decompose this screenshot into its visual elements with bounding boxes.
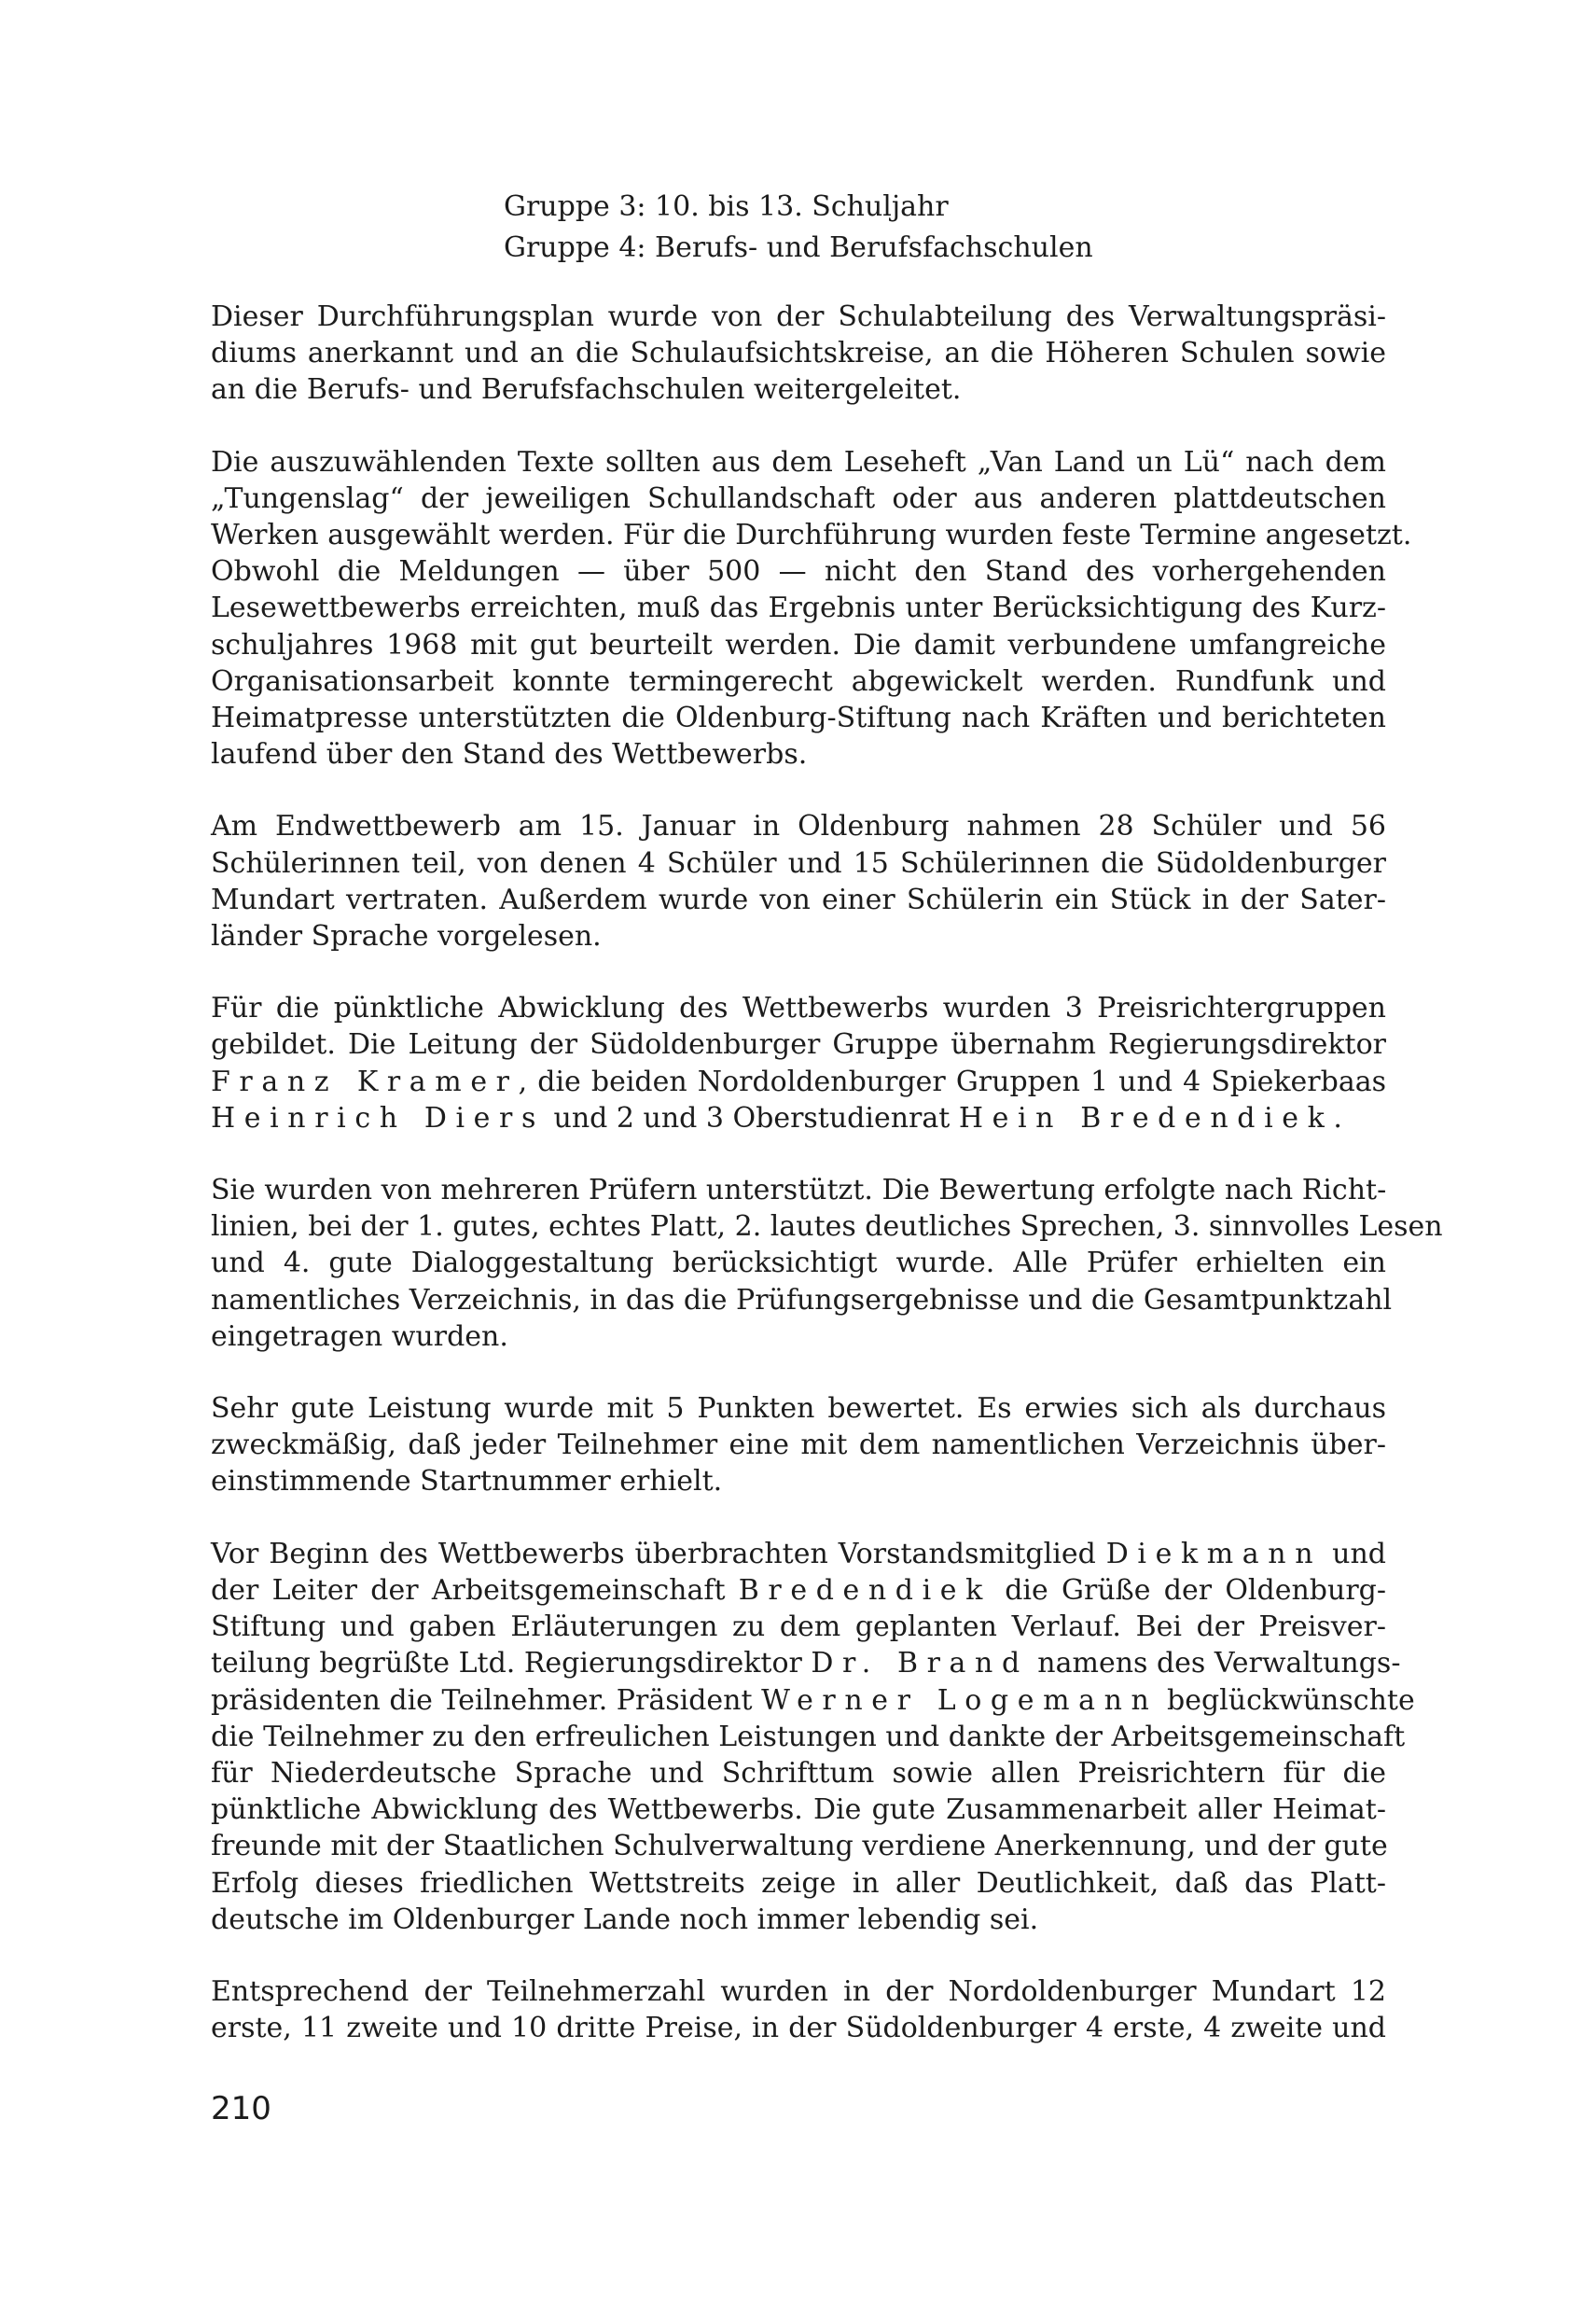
list-item: Gruppe 4: Berufs- und Berufsfachschulen [504, 231, 1093, 264]
person-name: Franz Kramer [211, 1065, 519, 1098]
paragraph [211, 299, 1386, 409]
text-line [211, 1682, 1415, 1719]
text-line: an die Berufs- und Berufsfachschulen weitergeleitet. [211, 373, 962, 407]
person-name: Hein Bredendiek [958, 1101, 1334, 1135]
paragraph [211, 1536, 1415, 1938]
body-text [211, 299, 1443, 2082]
text-line: einstimmende Startnummer erhielt. [211, 1465, 723, 1499]
paragraph [211, 1172, 1443, 1355]
text-line: Lesewettbewerbs erreichten, muß das Ergebnis unter Berücksichtigung des Kurz- [211, 592, 1386, 625]
text-line: Schülerinnen teil, von denen 4 Schüler und 15 Schülerinnen die Südoldenburger [211, 846, 1386, 880]
text-segment: Vor Beginn des Wettbewerbs überbrachten Vorstandsmitglied [211, 1537, 1106, 1570]
group-list [504, 187, 1436, 269]
text-segment: die Grüße der Oldenburg- [991, 1573, 1386, 1607]
text-line: schuljahres 1968 mit gut beurteilt werden. Die damit verbundene umfangreiche [211, 628, 1386, 662]
text-line: linien, bei der 1. gutes, echtes Platt, 2. lautes deutliches Sprechen, 3. sinnvolles Lesen [211, 1210, 1443, 1244]
text-line: Heimatpresse unterstützten die Oldenburg-Stiftung nach Kräften und berichteten [211, 702, 1386, 735]
text-line [211, 1064, 1386, 1100]
text-segment: der Leiter der Arbeitsgemeinschaft [211, 1573, 739, 1607]
text-line: erste, 11 zweite und 10 dritte Preise, in der Südoldenburger 4 erste, 4 zweite und [211, 2012, 1386, 2045]
text-line: Am Endwettbewerb am 15. Januar in Oldenburg nahmen 28 Schüler und 56 [211, 810, 1386, 843]
paragraph [211, 808, 1386, 955]
person-name: Heinrich Diers [211, 1101, 545, 1135]
text-line: Werken ausgewählt werden. Für die Durchführung wurden feste Termine angesetzt. [211, 519, 1412, 552]
person-name: Werner Logemann [761, 1683, 1159, 1717]
text-line: namentliches Verzeichnis, in das die Prüfungsergebnisse und die Gesamtpunktzahl [211, 1283, 1393, 1317]
text-line: diums anerkannt und an die Schulaufsichtskreise, an die Höheren Schulen sowie [211, 337, 1386, 370]
text-segment: beglückwünschte [1158, 1683, 1415, 1717]
text-line: Mundart vertraten. Außerdem wurde von einer Schülerin ein Stück in der Sater- [211, 883, 1386, 916]
text-line: laufend über den Stand des Wettbewerbs. [211, 738, 808, 772]
text-line: eingetragen wurden. [211, 1319, 508, 1353]
text-line: Entsprechend der Teilnehmerzahl wurden in der Nordoldenburger Mundart 12 [211, 1974, 1386, 2008]
text-line: gebildet. Die Leitung der Südoldenburger Gruppe übernahm Regierungsdirektor [211, 1028, 1386, 1062]
page-number: 210 [211, 2090, 271, 2127]
text-line: für Niederdeutsche Sprache und Schrifttum sowie allen Preisrichtern für die [211, 1756, 1386, 1790]
text-segment: . [1333, 1101, 1342, 1135]
text-segment: teilung begrüßte Ltd. Regierungsdirektor [211, 1647, 812, 1680]
person-name: Diekmann [1105, 1537, 1323, 1570]
paragraph [211, 1390, 1386, 1500]
text-line: deutsche im Oldenburger Lande noch immer lebendig sei. [211, 1903, 1039, 1936]
text-line: zweckmäßig, daß jeder Teilnehmer eine mit dem namentlichen Verzeichnis über- [211, 1429, 1386, 1462]
text-line: Obwohl die Meldungen — über 500 — nicht den Stand des vorhergehenden [211, 555, 1386, 589]
paragraph [211, 1973, 1386, 2046]
text-line: die Teilnehmer zu den erfreulichen Leistungen und dankte der Arbeitsgemeinschaft [211, 1720, 1406, 1753]
list-item: Gruppe 3: 10. bis 13. Schuljahr [504, 190, 949, 223]
text-segment: präsidenten die Teilnehmer. Präsident [211, 1683, 753, 1717]
text-line: pünktliche Abwicklung des Wettbewerbs. Die gute Zusammenarbeit aller Heimat- [211, 1793, 1386, 1827]
text-line: und 4. gute Dialoggestaltung berücksichtigt wurde. Alle Prüfer erhielten ein [211, 1247, 1386, 1280]
text-line [211, 1100, 1386, 1136]
text-segment: und [1322, 1537, 1386, 1570]
paragraph [211, 990, 1386, 1136]
text-segment: , die beiden Nordoldenburger Gruppen 1 und 4 Spiekerbaas [518, 1065, 1387, 1098]
person-name: Dr. Brand [811, 1647, 1029, 1680]
person-name: Bredendiek [738, 1573, 992, 1607]
paragraph [211, 444, 1412, 774]
text-line: Dieser Durchführungsplan wurde von der Schulabteilung des Verwaltungspräsi- [211, 300, 1386, 333]
text-segment: und 2 und 3 Oberstudienrat [544, 1101, 959, 1135]
text-line [211, 1572, 1386, 1609]
text-line: Stiftung und gaben Erläuterungen zu dem geplanten Verlauf. Bei der Preisver- [211, 1610, 1386, 1644]
text-line: Erfolg dieses friedlichen Wettstreits zeige in aller Deutlichkeit, daß das Platt- [211, 1866, 1386, 1900]
text-line: Die auszuwählenden Texte sollten aus dem Leseheft „Van Land un Lü“ nach dem [211, 445, 1386, 479]
text-line [211, 1536, 1386, 1572]
text-line: Für die pünktliche Abwicklung des Wettbewerbs wurden 3 Preisrichtergruppen [211, 992, 1386, 1025]
text-line: Sehr gute Leistung wurde mit 5 Punkten bewertet. Es erwies sich als durchaus [211, 1392, 1386, 1426]
text-line: länder Sprache vorgelesen. [211, 920, 602, 954]
text-line: freunde mit der Staatlichen Schulverwaltung verdiene Anerkennung, und der gute [211, 1830, 1388, 1863]
text-line [211, 1645, 1401, 1681]
text-line: „Tungenslag“ der jeweiligen Schullandschaft oder aus anderen plattdeutschen [211, 481, 1386, 515]
text-line: Sie wurden von mehreren Prüfern unterstützt. Die Bewertung erfolgte nach Richt- [211, 1174, 1387, 1207]
text-segment: namens des Verwaltungs- [1028, 1647, 1401, 1680]
text-line: Organisationsarbeit konnte termingerecht abgewickelt werden. Rundfunk und [211, 664, 1386, 698]
